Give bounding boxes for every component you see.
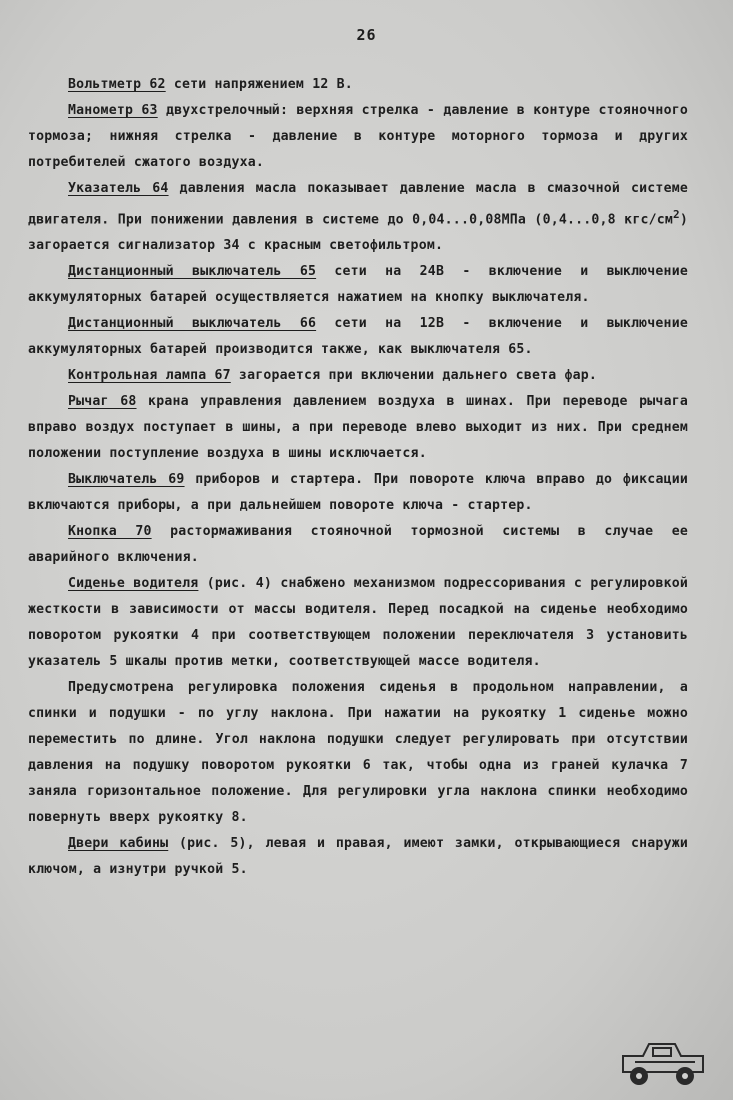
term-oil-pressure-indicator: Указатель 64: [68, 181, 169, 196]
vehicle-stamp-icon: [615, 1032, 711, 1092]
term-button-70: Кнопка 70: [68, 524, 152, 540]
paragraph-text: (рис. 5), левая и правая, имеют замки, открывающиеся снаружи ключом, а изнутри ручкой 5.: [28, 836, 688, 878]
paragraph-switch-66: [28, 311, 688, 363]
paragraph-text: давления масла показывает давление масла в смазочной системе двигателя. При понижении давления в системе до 0,04...0,08МПа (0,4...0,8 кгс/см: [28, 181, 688, 228]
paragraph-switch-69: [28, 467, 688, 519]
paragraph-text: приборов и стартера. При повороте ключа вправо до фиксации включаются приборы, а при дальнейшем повороте ключа - стартер.: [28, 472, 688, 514]
paragraph-text: сети на 12В - включение и выключение аккумуляторных батарей производится также, как выключателя 65.: [28, 316, 688, 358]
paragraph-seat-adjustment: [28, 675, 688, 831]
term-manometer: Манометр 63: [68, 103, 158, 118]
term-switch-66: Дистанционный выключатель 66: [68, 316, 317, 332]
paragraph-text: сети напряжением 12 В.: [165, 77, 353, 92]
paragraph-text: (рис. 4) снабжено механизмом подрессоривания с регулировкой жесткости в зависимости от массы водителя. Перед посадкой на сиденье необходимо поворотом рукоятки 4 при соответствующем положении переключателя 3 установить указатель 5 шкалы против метки, соответствующей массе водителя.: [28, 576, 689, 670]
term-switch-69: Выключатель 69: [68, 472, 185, 488]
paragraph-button-70: [28, 519, 688, 571]
term-switch-65: Дистанционный выключатель 65: [68, 264, 317, 280]
paragraph-text: растормаживания стояночной тормозной системы в случае ее аварийного включения.: [28, 524, 688, 566]
term-cab-doors: Двери кабины: [68, 836, 169, 852]
paragraph-oil-pressure: [28, 176, 688, 259]
paragraph-text: двухстрелочный: верхняя стрелка - давление в контуре стояночного тормоза; нижняя стрелка - давление в контуре моторного тормоза и других потребителей сжатого воздуха.: [28, 103, 688, 170]
paragraph-text-cont: ) загорается сигнализатор 34 с красным светофильтром.: [28, 212, 688, 254]
paragraph-lever-68: [28, 389, 688, 467]
paragraph-text: загорается при включении дальнего света фар.: [230, 368, 598, 384]
term-lever-68: Рычаг 68: [68, 394, 137, 410]
paragraph-voltmeter: [28, 72, 688, 98]
paragraph-text: Предусмотрена регулировка положения сиденья в продольном направлении, а спинки и подушки - по углу наклона. При нажатии на рукоятку 1 сиденье можно переместить по длине. Угол наклона подушки следует регулировать при отсутствии давления на подушку поворотом рукоятки 6 так, чтобы одна из граней кулачка 7 заняла горизонтальное положение. Для регулировки угла наклона спинки необходимо повернуть вверх рукоятку 8.: [28, 680, 688, 826]
term-voltmeter: Вольтметр 62: [68, 77, 166, 92]
paragraph-text: крана управления давлением воздуха в шинах. При переводе рычага вправо воздух поступает в шины, а при переводе влево выходит из них. При среднем положении поступление воздуха в шины исключается.: [28, 394, 688, 462]
document-body: [28, 72, 688, 883]
term-driver-seat: Сиденье водителя: [68, 576, 199, 592]
paragraph-manometer: [28, 98, 688, 176]
term-lamp-67: Контрольная лампа 67: [68, 368, 231, 384]
page-number: 26: [356, 26, 377, 44]
superscript: 2: [673, 208, 680, 221]
paragraph-cab-doors: [28, 831, 688, 883]
paragraph-text: сети на 24В - включение и выключение аккумуляторных батарей осуществляется нажатием на кнопку выключателя.: [28, 264, 688, 306]
paragraph-switch-65: [28, 259, 688, 311]
paragraph-driver-seat: [28, 571, 688, 675]
paragraph-lamp-67: [28, 363, 688, 389]
